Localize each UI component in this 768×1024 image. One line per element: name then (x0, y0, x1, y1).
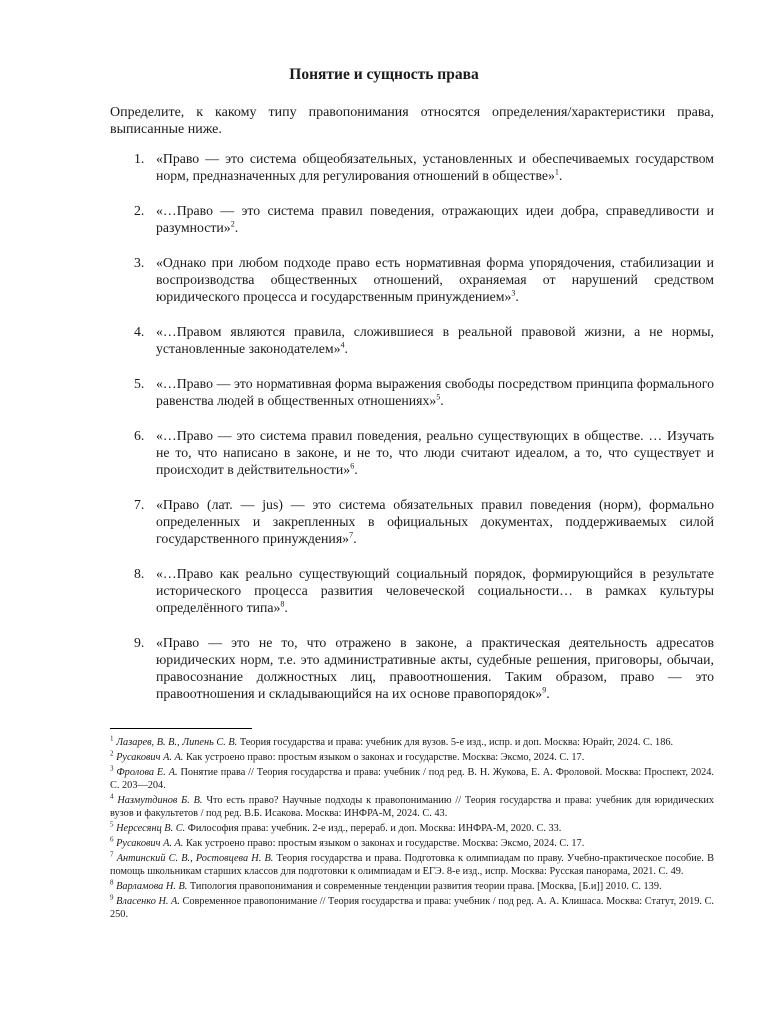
footnote (110, 794, 714, 820)
footnote (110, 895, 714, 921)
definition-number: 3. (134, 255, 145, 270)
intro-paragraph: Определите, к какому типу правопонимания относятся определения/характеристики права, выписанные ниже. (110, 105, 714, 137)
footnote-text: Как устроено право: простым языком о законах и государстве. Москва: Эксмо, 2024. С. 17. (183, 838, 585, 849)
definition-item: 4. «…Правом являются правила, сложившиеся в реальной правовой жизни, а не нормы, установленные законодателем»$^4$. (134, 324, 714, 356)
footnote-author: Нерсесянц В. С. (116, 823, 186, 834)
footnote-author: Лазарев, В. В., Липень С. В. (116, 737, 238, 748)
definitions-list (110, 150, 714, 720)
definition-number: 9. (134, 635, 145, 650)
footnote (110, 837, 714, 850)
definition-number: 5. (134, 376, 145, 391)
footnote-author: Назмутдинов Б. В. (117, 795, 203, 806)
footnote-number: 5 (110, 820, 114, 829)
definition-number: 1. (134, 151, 145, 166)
footnote-author: Русакович А. А. (116, 838, 184, 849)
definition-text: «…Право — это система правил поведения, отражающих идеи добра, справедливости и разумности» (156, 203, 714, 235)
definition-item: 5. «…Право — это нормативная форма выражения свободы посредством принципа формального равенства людей в общественных отношениях»$^5$. (134, 376, 714, 408)
footnote-text: Что есть право? Научные подходы к правопониманию // Теория государства и права: учебник для юридических вузов и факультетов / под ред. В.Б. Исакова. Москва: ИНФРА-М, 2024. С. 43. (110, 795, 715, 819)
footnote-ref: 8 (280, 599, 285, 609)
definition-item: 9. «Право — это не то, что отражено в законе, а практическая деятельность адресатов юридических норм, т.е. это административные акты, судебные решения, приговоры, обычаи, правосознание должностных лиц, правоотношения. Таким образом, право — это правоотношения и складывающийся на их основе правопорядок»$^9$. (134, 635, 714, 701)
footnote-number: 8 (110, 878, 114, 887)
footnote (110, 766, 714, 792)
definition-item: 3. «Однако при любом подходе право есть нормативная форма упорядочения, стабилизации и воспроизводства общественных отношений, охраняемая от нарушений средством юридического процесса и государственным принуждением»$^3$. (134, 255, 714, 304)
page-title: Понятие и сущность права (289, 66, 479, 83)
footnote-ref: 7 (349, 530, 354, 540)
footnote-author: Фролова Е. А. (116, 767, 178, 778)
footnote-text: Философия права: учебник. 2-е изд., перераб. и доп. Москва: ИНФРА-М, 2020. С. 33. (185, 823, 562, 834)
footnote-author: Варламова Н. В. (116, 881, 188, 892)
footnote-text: Теория государства и права. Подготовка к олимпиадам по праву. Учебно-практическое пособие. В помощь школьникам старших классов для подготовки к олимпиадам и ЕГЭ. 8-е изд., испр. Москва: Русская панорама, 2021. С. 49. (110, 853, 714, 877)
definition-text: «…Право — это нормативная форма выражения свободы посредством принципа формального равенства людей в общественных отношениях» (156, 376, 714, 408)
footnote-author: Власенко Н. А. (116, 896, 180, 907)
footnote-number: 6 (110, 835, 114, 844)
footnote-author: Русакович А. А. (116, 752, 184, 763)
definition-text: «…Право — это система правил поведения, реально существующих в обществе. … Изучать не то, что написано в законе, и не то, что люди считают идеалом, а то, что существует и происходит в действительности» (156, 428, 714, 477)
footnote-text: Понятие права // Теория государства и права: учебник / под ред. В. Н. Жукова, Е. А. Фроловой. Москва: Проспект, 2024. С. 203—204. (110, 767, 715, 791)
footnote-number: 3 (110, 764, 114, 773)
footnote (110, 751, 714, 764)
definition-text: «…Право как реально существующий социальный порядок, формирующийся в результате исторического процесса развития человеческой социальности… в рамках культуры определённого типа» (156, 566, 714, 615)
footnote-number: 9 (110, 893, 114, 902)
definition-text: «Однако при любом подходе право есть нормативная форма упорядочения, стабилизации и воспроизводства общественных отношений, охраняемая от нарушений средством юридического процесса и государственным принуждением» (156, 255, 714, 304)
footnote (110, 822, 714, 835)
definition-text: «Право — это система общеобязательных, установленных и обеспечиваемых государством норм, предназначенных для регулирования отношений в обществе» (156, 151, 714, 183)
footnote-ref: 3 (511, 288, 516, 298)
definition-item: 1. «Право — это система общеобязательных, установленных и обеспечиваемых государством норм, предназначенных для регулирования отношений в обществе»$^1$. (134, 151, 714, 183)
footnote-author: Антинский С. В., Ростовцева Н. В. (116, 853, 274, 864)
definition-item: 6. «…Право — это система правил поведения, реально существующих в обществе. … Изучать не то, что написано в законе, и не то, что люди считают идеалом, а то, что существует и происходит в действительности»$^6$. (134, 428, 714, 477)
definition-item: 8. «…Право как реально существующий социальный порядок, формирующийся в результате исторического процесса развития человеческой социальности… в рамках культуры определённого типа»$^8$. (134, 566, 714, 615)
footnote-number: 7 (110, 850, 114, 859)
footnote (110, 880, 714, 893)
footnotes-block (110, 736, 714, 923)
definition-number: 6. (134, 428, 145, 443)
footnote (110, 736, 714, 749)
footnote-ref: 4 (340, 340, 345, 350)
footnote-number: 2 (110, 749, 114, 758)
footnote-text: Типология правопонимания и современные тенденции развития теории права. [Москва, [Б.и]] 2010. С. 139. (187, 881, 662, 892)
definition-item: 7. «Право (лат. — jus) — это система обязательных правил поведения (норм), формально определенных и закрепленных в официальных документах, поддерживаемых силой государственного принуждения»$^7$. (134, 497, 714, 546)
footnote-separator (110, 728, 252, 729)
definition-text: «…Правом являются правила, сложившиеся в реальной правовой жизни, а не нормы, установленные законодателем» (156, 324, 714, 356)
definition-item: 2. «…Право — это система правил поведения, отражающих идеи добра, справедливости и разумности»$^2$. (134, 203, 714, 235)
footnote-text: Как устроено право: простым языком о законах и государстве. Москва: Эксмо, 2024. С. 17. (183, 752, 585, 763)
footnote-text: Теория государства и права: учебник для вузов. 5-е изд., испр. и доп. Москва: Юрайт, 2024. С. 186. (237, 737, 674, 748)
footnote-ref: 9 (542, 685, 547, 695)
footnote-ref: 1 (554, 167, 559, 177)
footnote-text: Современное правопонимание // Теория государства и права: учебник / под ред. А. А. Клишаса. Москва: Статут, 2019. С. 250. (110, 896, 715, 920)
footnote (110, 852, 714, 878)
footnote-ref: 2 (230, 219, 235, 229)
definition-number: 7. (134, 497, 145, 512)
definition-number: 4. (134, 324, 145, 339)
definition-text: «Право (лат. — jus) — это система обязательных правил поведения (норм), формально определенных и закрепленных в официальных документах, поддерживаемых силой государственного принуждения» (156, 497, 714, 546)
footnote-number: 1 (110, 734, 114, 743)
footnote-ref: 5 (436, 392, 441, 402)
footnote-number: 4 (110, 792, 114, 801)
definition-number: 2. (134, 203, 145, 218)
footnote-ref: 6 (350, 461, 355, 471)
definition-number: 8. (134, 566, 145, 581)
definition-text: «Право — это не то, что отражено в законе, а практическая деятельность адресатов юридических норм, т.е. это административные акты, судебные решения, приговоры, обычаи, правосознание должностных лиц, правоотношения. Таким образом, право — это правоотношения и складывающийся на их основе правопорядок» (156, 635, 714, 701)
